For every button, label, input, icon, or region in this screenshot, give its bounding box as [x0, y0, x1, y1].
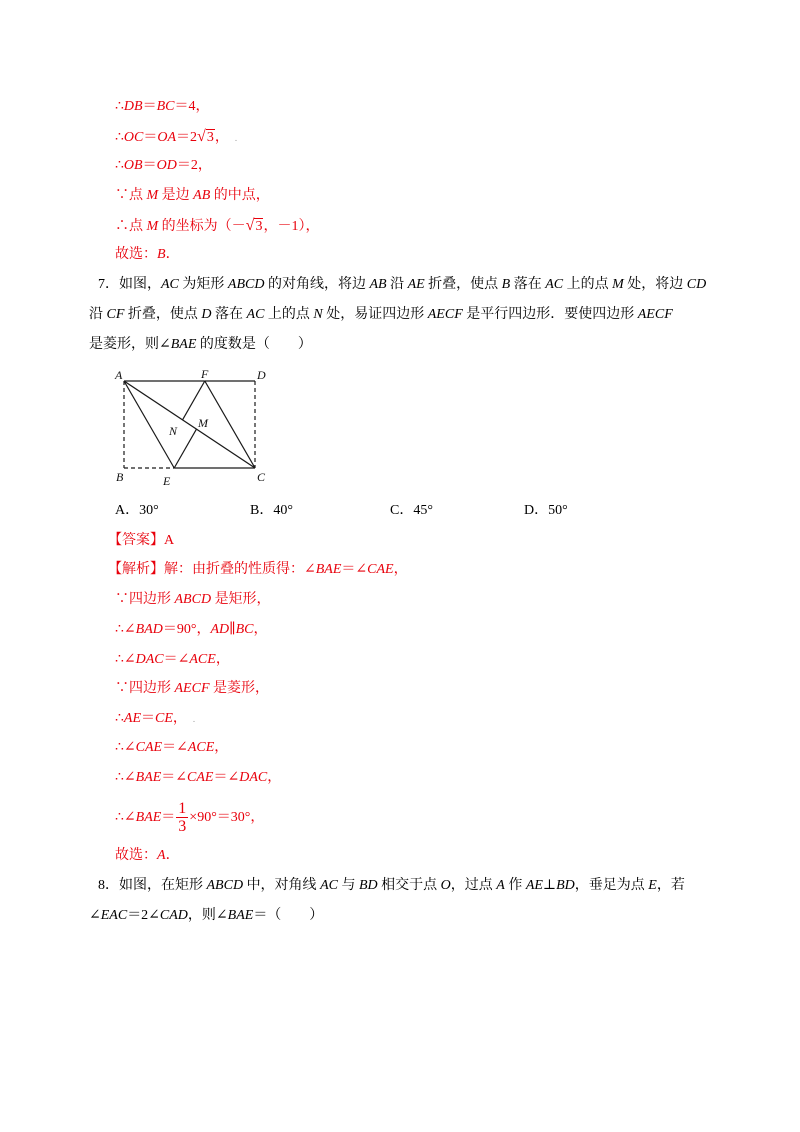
text-segment: ∵四边形 — [115, 681, 175, 696]
math-variable: CAE — [367, 562, 394, 577]
text-segment: ∵点 — [115, 188, 147, 203]
text-segment: 折叠，使点 — [124, 307, 202, 322]
text-segment: ∴ — [115, 130, 124, 145]
label-C: C — [257, 470, 266, 484]
math-variable: O — [440, 878, 451, 893]
math-variable: AECF — [427, 307, 463, 322]
text-segment: ＝∠ — [161, 770, 188, 785]
text-segment: 中，对角线 — [243, 878, 321, 893]
analysis-line — [115, 738, 228, 758]
text-segment: 折叠，使点 — [424, 277, 502, 292]
text-segment: 作 — [504, 878, 526, 893]
text-segment: ＝ — [143, 130, 158, 145]
text-segment: 的坐标为（－ — [158, 219, 246, 234]
math-variable: D — [201, 307, 212, 322]
sqrt-sign: √ — [245, 217, 255, 234]
label-A: A — [115, 368, 123, 382]
text-segment: 8．如图，在矩形 — [98, 878, 207, 893]
segment-EM — [174, 429, 196, 468]
text-segment: ， — [214, 130, 229, 145]
math-variable: CAD — [159, 908, 188, 923]
math-variable: CE — [155, 711, 173, 726]
sqrt-sign: √ — [197, 128, 206, 145]
text-segment: 与 — [337, 878, 359, 893]
label-E: E — [163, 474, 171, 488]
math-variable: AECF — [174, 681, 210, 696]
text-segment: ＝∠ — [162, 740, 188, 755]
text-segment: ＝ — [142, 99, 157, 114]
text-segment: ∴点 — [115, 219, 147, 234]
analysis-line — [115, 846, 180, 866]
solution-line — [115, 216, 319, 237]
math-variable: BAE — [315, 562, 342, 577]
analysis-line — [115, 709, 195, 729]
text-segment: ＝ — [141, 711, 156, 726]
math-variable: A — [496, 878, 505, 893]
math-variable: BAD — [135, 622, 163, 637]
option-d: D．50° — [524, 503, 568, 518]
text-segment: 落在 — [510, 277, 546, 292]
text-segment: ． — [165, 848, 180, 863]
math-variable: ABCD — [227, 277, 265, 292]
text-segment: 处，易证四边形 — [322, 307, 428, 322]
text-segment: ∴∠ — [115, 770, 136, 785]
question-7-line — [89, 335, 312, 355]
text-segment: 故选： — [115, 848, 157, 863]
text-segment: 是矩形， — [211, 592, 271, 607]
solution-line — [115, 245, 180, 265]
analysis-line — [115, 650, 230, 670]
math-variable: BAE — [227, 908, 254, 923]
text-segment: 是平行四边形．要使四边形 — [462, 307, 638, 322]
math-variable: CAE — [135, 740, 163, 755]
option-b: B．40° — [250, 503, 293, 518]
text-segment: ，垂足为点 — [574, 878, 649, 893]
math-variable: AECF — [637, 307, 673, 322]
solution-line — [115, 156, 212, 176]
math-variable: CF — [106, 307, 125, 322]
question-7-line — [89, 305, 673, 325]
text-segment: ＝90°， — [162, 622, 211, 637]
math-variable: AE — [407, 277, 425, 292]
math-variable: BAE — [135, 770, 162, 785]
math-variable: AB — [369, 277, 387, 292]
math-variable: DAC — [135, 652, 164, 667]
analysis-line — [108, 560, 408, 580]
text-segment: ． — [165, 247, 180, 262]
text-segment: 是菱形，则∠ — [89, 337, 171, 352]
label-D: D — [257, 368, 266, 382]
math-variable: ACE — [187, 740, 215, 755]
math-variable: ABCD — [206, 878, 244, 893]
text-segment: ＝∠ — [163, 652, 190, 667]
text-segment: 【答案】A — [108, 533, 175, 548]
text-segment: ×90°＝30°， — [189, 810, 265, 825]
fold-AE — [124, 381, 174, 468]
text-segment: 是边 — [158, 188, 194, 203]
math-variable: OD — [156, 158, 177, 173]
text-segment: 沿 — [386, 277, 408, 292]
math-variable: AB — [193, 188, 211, 203]
answer-line — [108, 531, 174, 551]
text-segment: 的中点， — [210, 188, 270, 203]
label-B: B — [116, 470, 124, 484]
label-F: F — [201, 367, 209, 381]
text-segment: 上的点 — [563, 277, 613, 292]
text-segment: ∴ — [115, 158, 124, 173]
text-segment: ， — [393, 562, 408, 577]
option-a: A．30° — [115, 503, 159, 518]
text-segment: ， — [215, 652, 230, 667]
math-variable: AC — [545, 277, 564, 292]
text-segment: ⊥ — [542, 878, 557, 893]
stray-mark: . — [192, 714, 196, 724]
option-c: C．45° — [390, 503, 433, 518]
text-segment: 沿 — [89, 307, 107, 322]
text-segment: ， — [267, 770, 282, 785]
fraction-denominator: 3 — [178, 818, 187, 836]
rectangle-fold-figure — [110, 365, 280, 490]
text-segment: ＝2∠ — [127, 908, 160, 923]
math-variable: BC — [235, 622, 254, 637]
text-segment: ， — [172, 711, 187, 726]
math-variable: AC — [246, 307, 265, 322]
text-segment: 的度数是（ ） — [196, 337, 312, 352]
radicand: 3 — [206, 130, 214, 145]
math-variable: DB — [123, 99, 143, 114]
math-variable: AD — [210, 622, 230, 637]
solution-line — [115, 127, 237, 148]
label-M: M — [198, 416, 208, 430]
text-segment: 【解析】解：由折叠的性质得：∠ — [108, 562, 316, 577]
analysis-line — [115, 590, 271, 610]
text-segment: ＝4， — [174, 99, 210, 114]
radicand: 3 — [255, 219, 263, 234]
math-variable: B — [157, 247, 166, 262]
text-segment: ＝ — [142, 158, 157, 173]
math-variable: B — [501, 277, 511, 292]
math-variable: N — [313, 307, 323, 322]
math-variable: M — [146, 188, 159, 203]
solution-line — [115, 186, 270, 206]
text-segment: ∴∠ — [115, 652, 136, 667]
math-variable: DAC — [239, 770, 268, 785]
math-variable: BD — [358, 878, 378, 893]
text-segment: ，过点 — [450, 878, 497, 893]
math-variable: BC — [156, 99, 175, 114]
math-variable: OC — [123, 130, 144, 145]
analysis-line — [115, 800, 264, 836]
text-segment: 落在 — [211, 307, 247, 322]
diagonal-AC — [124, 381, 255, 468]
math-variable: ABCD — [174, 592, 212, 607]
solution-line — [115, 97, 209, 117]
math-variable: BD — [556, 878, 575, 893]
text-segment: ，则∠ — [187, 908, 228, 923]
text-segment: 为矩形 — [178, 277, 228, 292]
math-variable: OA — [157, 130, 177, 145]
text-segment: ∴∠ — [115, 810, 136, 825]
text-segment: 7．如图， — [98, 277, 161, 292]
math-variable: BAE — [170, 337, 197, 352]
text-segment: ，－1）， — [263, 219, 320, 234]
math-variable: A — [157, 848, 166, 863]
math-variable: E — [648, 878, 657, 893]
text-segment: 是菱形， — [209, 681, 269, 696]
label-N: N — [169, 424, 178, 438]
analysis-line — [115, 679, 269, 699]
text-segment: ∴ — [115, 99, 124, 114]
text-segment: ， — [253, 622, 268, 637]
question-8-line — [89, 906, 323, 926]
text-segment: ∴∠ — [115, 622, 136, 637]
question-7-line — [98, 275, 706, 295]
fold-CF — [205, 381, 255, 468]
fraction — [176, 800, 188, 835]
math-variable: ACE — [189, 652, 216, 667]
fraction-numerator: 1 — [178, 800, 187, 818]
math-variable: AC — [161, 277, 179, 292]
math-variable: M — [146, 219, 159, 234]
math-variable: M — [612, 277, 624, 292]
math-variable: AE — [123, 711, 142, 726]
text-segment: ＝∠ — [341, 562, 368, 577]
math-variable: OB — [123, 158, 143, 173]
math-variable: CD — [686, 277, 707, 292]
segment-FN — [183, 381, 205, 420]
text-segment: 上的点 — [264, 307, 314, 322]
analysis-line — [115, 620, 268, 640]
text-segment: ＝2， — [176, 158, 212, 173]
text-segment: ＝ — [161, 810, 176, 825]
text-segment: ∠ — [89, 908, 101, 923]
math-variable: EAC — [100, 908, 128, 923]
math-variable: AC — [320, 878, 338, 893]
math-variable: CAE — [187, 770, 214, 785]
text-segment: ∥ — [229, 622, 236, 637]
text-segment: 处，将边 — [623, 277, 687, 292]
text-segment: ，若 — [656, 878, 685, 893]
text-segment: ， — [214, 740, 229, 755]
text-segment: 的对角线，将边 — [264, 277, 370, 292]
question-8-line — [98, 876, 685, 896]
text-segment: ＝∠ — [213, 770, 240, 785]
math-variable: AE — [525, 878, 543, 893]
text-segment: ＝2 — [176, 130, 198, 145]
text-segment: 故选： — [115, 247, 157, 262]
text-segment: ∴∠ — [115, 740, 136, 755]
text-segment: 相交于点 — [377, 878, 441, 893]
stray-mark: . — [234, 133, 238, 143]
text-segment: ∵四边形 — [115, 592, 175, 607]
math-variable: BAE — [135, 810, 162, 825]
analysis-line — [115, 768, 281, 788]
text-segment: ∴ — [115, 711, 124, 726]
text-segment: ＝（ ） — [253, 908, 324, 923]
